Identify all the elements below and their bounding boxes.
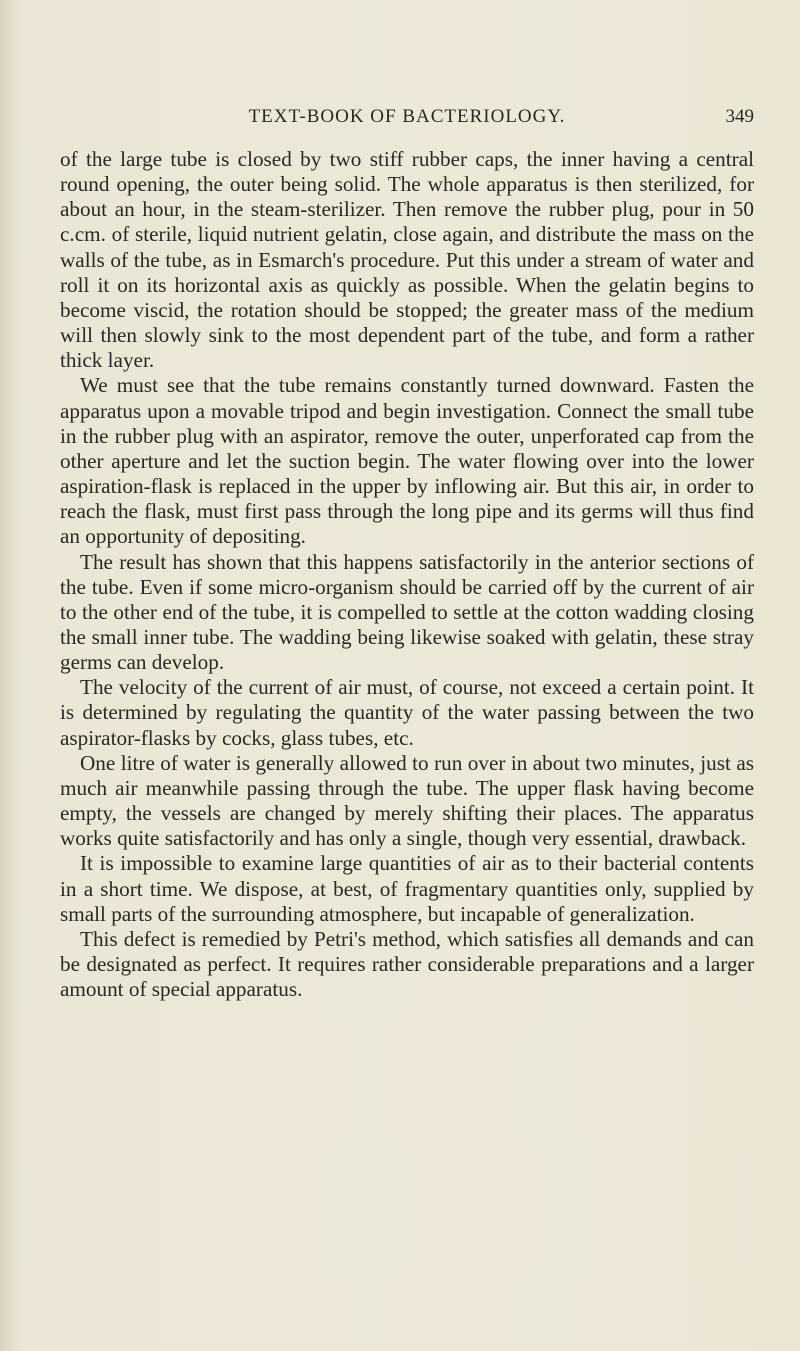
paragraph-7: This defect is remedied by Petri's method, which satisfies all demands and can be designated as perfect. It requires rather considerable preparations and a larger amount of special apparatus. xyxy=(60,926,754,1002)
running-title: TEXT-BOOK OF BACTERIOLOGY. xyxy=(248,106,566,127)
paragraph-4: The velocity of the current of air must, of course, not exceed a certain point. It is determined by regulating the quantity of the water passing between the two aspirator-flasks by cocks, glass tubes, etc. xyxy=(60,675,754,750)
page-number: 349 xyxy=(725,106,754,127)
paragraph-2: We must see that the tube remains constantly turned downward. Fasten the apparatus upon a movable tripod and begin investigation. Connect the small tube in the rubber plug with an aspirator, remove the outer, unperforated cap from the other aperture and let the suction begin. The water flowing over into the lower aspiration-flask is replaced in the upper by inflowing air. But this air, in order to reach the flask, must first pass through the long pipe and its germs will thus find an opportunity of depositing. xyxy=(60,373,754,549)
running-head xyxy=(60,106,754,136)
paragraph-3: The result has shown that this happens satisfactorily in the anterior sections of the tube. Even if some micro-organism should be carried off by the current of air to the other end of the tube, it is compelled to settle at the cotton wadding closing the small inner tube. The wadding being likewise soaked with gelatin, these stray germs can develop. xyxy=(60,549,754,675)
body-text xyxy=(60,147,754,1002)
paragraph-6: It is impossible to examine large quantities of air as to their bacterial contents in a short time. We dispose, at best, of fragmentary quantities only, supplied by small parts of the surrounding atmosphere, but incapable of generalization. xyxy=(60,851,754,926)
paragraph-1: of the large tube is closed by two stiff rubber caps, the inner having a central round opening, the outer being solid. The whole apparatus is then sterilized, for about an hour, in the steam-sterilizer. Then remove the rubber plug, pour in 50 c.cm. of sterile, liquid nutrient gelatin, close again, and distribute the mass on the walls of the tube, as in Esmarch's procedure. Put this under a stream of water and roll it on its horizontal axis as quickly as possible. When the gelatin begins to become viscid, the rotation should be stopped; the greater mass of the medium will then slowly sink to the most dependent part of the tube, and form a rather thick layer. xyxy=(60,147,754,373)
paragraph-5: One litre of water is generally allowed to run over in about two minutes, just as much air meanwhile passing through the tube. The upper flask having become empty, the vessels are changed by merely shifting their places. The apparatus works quite satisfactorily and has only a single, though very essential, drawback. xyxy=(60,750,754,851)
